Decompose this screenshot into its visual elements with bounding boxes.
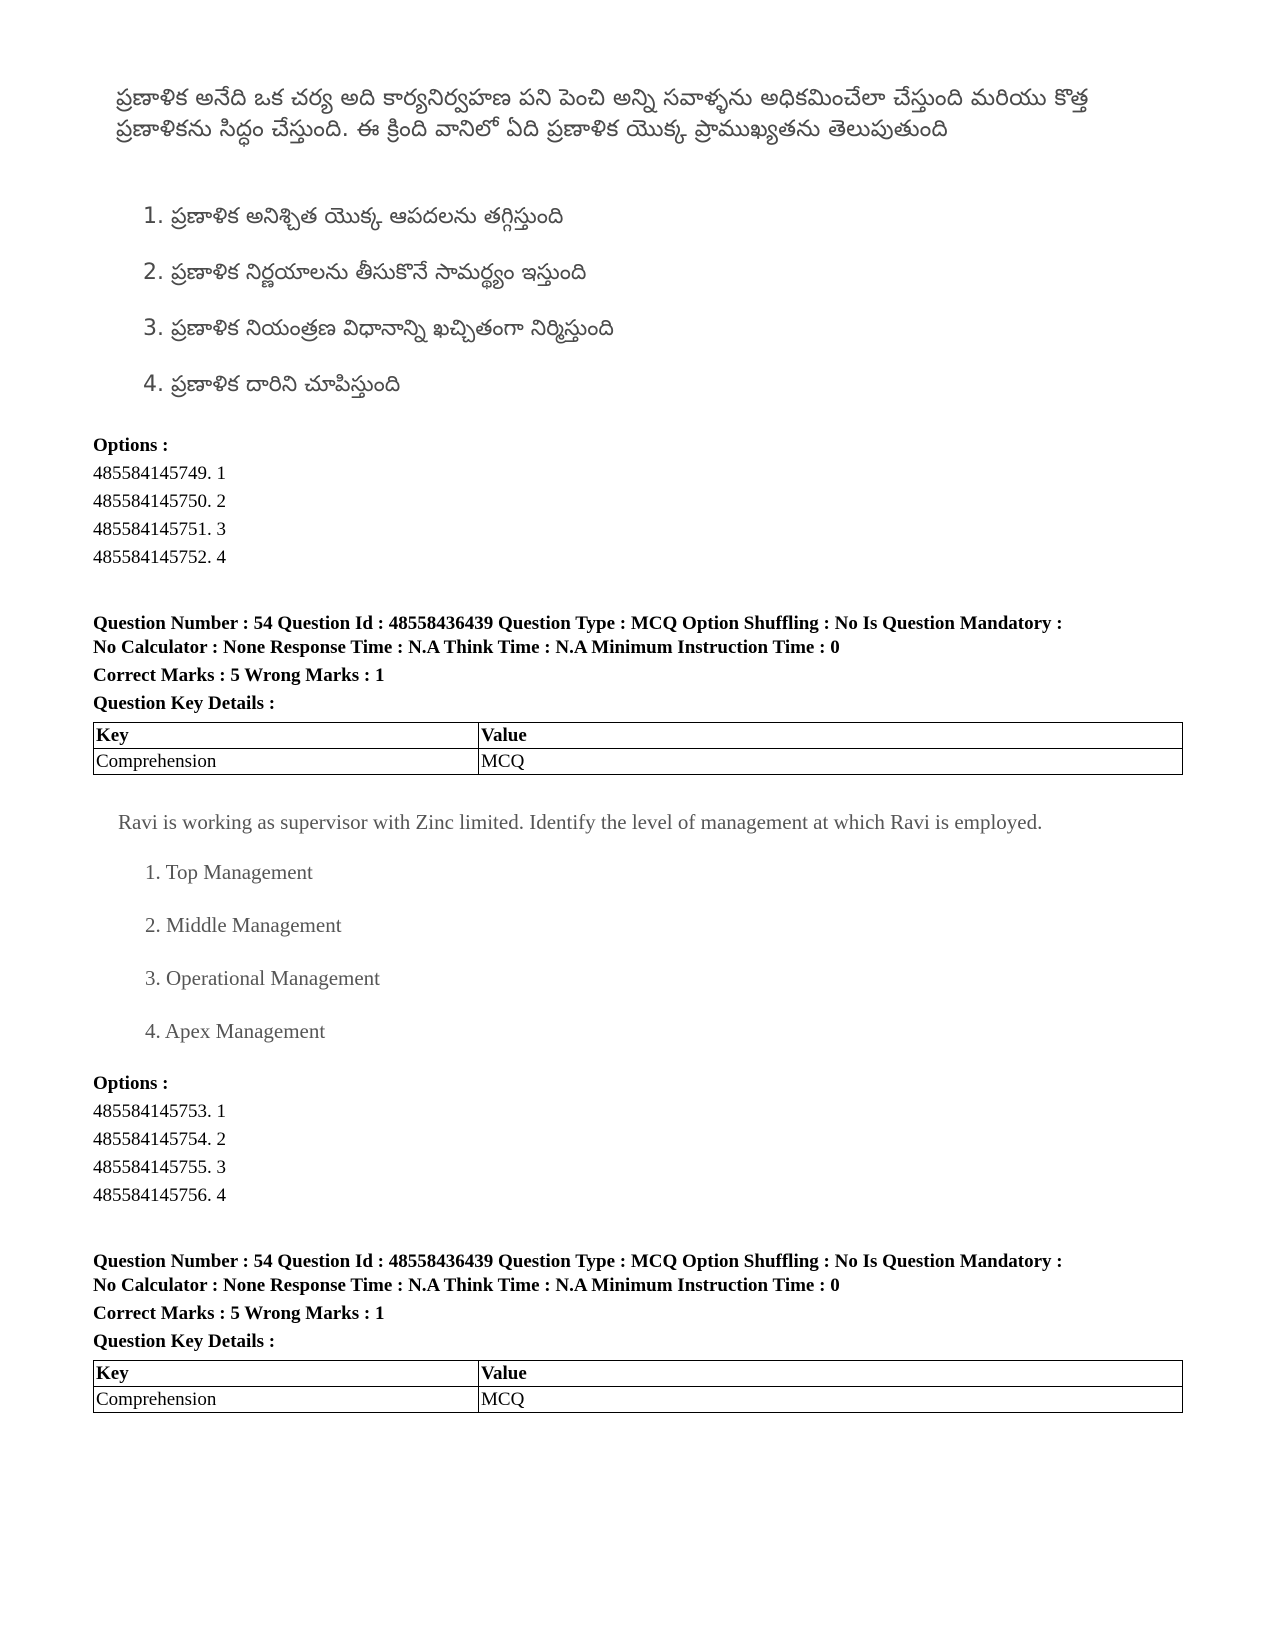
table-header-key: Key	[94, 1361, 479, 1387]
table-header-value: Value	[479, 723, 1183, 749]
question-meta-line2: No Calculator : None Response Time : N.A Think Time : N.A Minimum Instruction Time : 0	[93, 1275, 840, 1296]
table-cell-value: MCQ	[479, 749, 1183, 775]
table-cell-key: Comprehension	[94, 1387, 479, 1413]
question-key-table	[93, 1360, 1183, 1413]
options-label: Options :	[93, 1073, 169, 1094]
options-block	[93, 432, 226, 572]
marks-line: Correct Marks : 5 Wrong Marks : 1	[93, 1303, 385, 1324]
table-row	[94, 1387, 1183, 1413]
table-row	[94, 749, 1183, 775]
option-id: 485584145749. 1	[93, 463, 226, 484]
key-details-label: Question Key Details :	[93, 693, 276, 714]
question-choice: 2. ప్రణాళిక నిర్ణయాలను తీసుకొనే సామర్థ్యం ఇస్తుంది	[143, 260, 587, 285]
question-choice: 3. Operational Management	[145, 966, 380, 990]
question-choice: 4. ప్రణాళిక దారిని చూపిస్తుంది	[143, 372, 401, 397]
options-label: Options :	[93, 435, 169, 456]
question-stem: Ravi is working as supervisor with Zinc limited. Identify the level of management at which Ravi is employed.	[118, 810, 1043, 834]
question-choice: 1. ప్రణాళిక అనిశ్చిత యొక్క ఆపదలను తగ్గిస్తుంది	[143, 204, 564, 229]
marks-line: Correct Marks : 5 Wrong Marks : 1	[93, 665, 385, 686]
option-id: 485584145751. 3	[93, 519, 226, 540]
option-id: 485584145750. 2	[93, 491, 226, 512]
question-choice: 4. Apex Management	[145, 1019, 326, 1043]
question-choice: 1. Top Management	[145, 860, 313, 884]
question-metadata	[93, 1250, 1063, 1356]
option-id: 485584145755. 3	[93, 1157, 226, 1178]
option-id: 485584145756. 4	[93, 1185, 226, 1206]
question-choice: 2. Middle Management	[145, 913, 342, 937]
option-id: 485584145754. 2	[93, 1129, 226, 1150]
question-choice: 3. ప్రణాళిక నియంత్రణ విధానాన్ని ఖచ్చితంగా నిర్మిస్తుంది	[143, 316, 614, 341]
question-meta-line2: No Calculator : None Response Time : N.A Think Time : N.A Minimum Instruction Time : 0	[93, 637, 840, 658]
question-stem-telugu: ప్రణాళిక అనేది ఒక చర్య అది కార్యనిర్వహణ పని పెంచి అన్ని సవాళ్ళను అధికమించేలా చేస్తుంది మరియు కొత్త ప్రణాళికను సిద్ధం చేస్తుంది. ఈ క్రింది వానిలో ఏది ప్రణాళిక యొక్క ప్రాముఖ్యతను తెలుపుతుంది	[116, 85, 1089, 142]
option-id: 485584145753. 1	[93, 1101, 226, 1122]
table-header-key: Key	[94, 723, 479, 749]
key-details-label: Question Key Details :	[93, 1331, 276, 1352]
table-cell-value: MCQ	[479, 1387, 1183, 1413]
question-meta-line1: Question Number : 54 Question Id : 48558436439 Question Type : MCQ Option Shuffling : No Is Question Mandatory :	[93, 1251, 1063, 1272]
table-header-row	[94, 723, 1183, 749]
table-cell-key: Comprehension	[94, 749, 479, 775]
options-block	[93, 1070, 226, 1210]
question-key-table	[93, 722, 1183, 775]
option-id: 485584145752. 4	[93, 547, 226, 568]
question-meta-line1: Question Number : 54 Question Id : 48558436439 Question Type : MCQ Option Shuffling : No Is Question Mandatory :	[93, 613, 1063, 634]
table-header-value: Value	[479, 1361, 1183, 1387]
table-header-row	[94, 1361, 1183, 1387]
question-metadata	[93, 612, 1063, 718]
